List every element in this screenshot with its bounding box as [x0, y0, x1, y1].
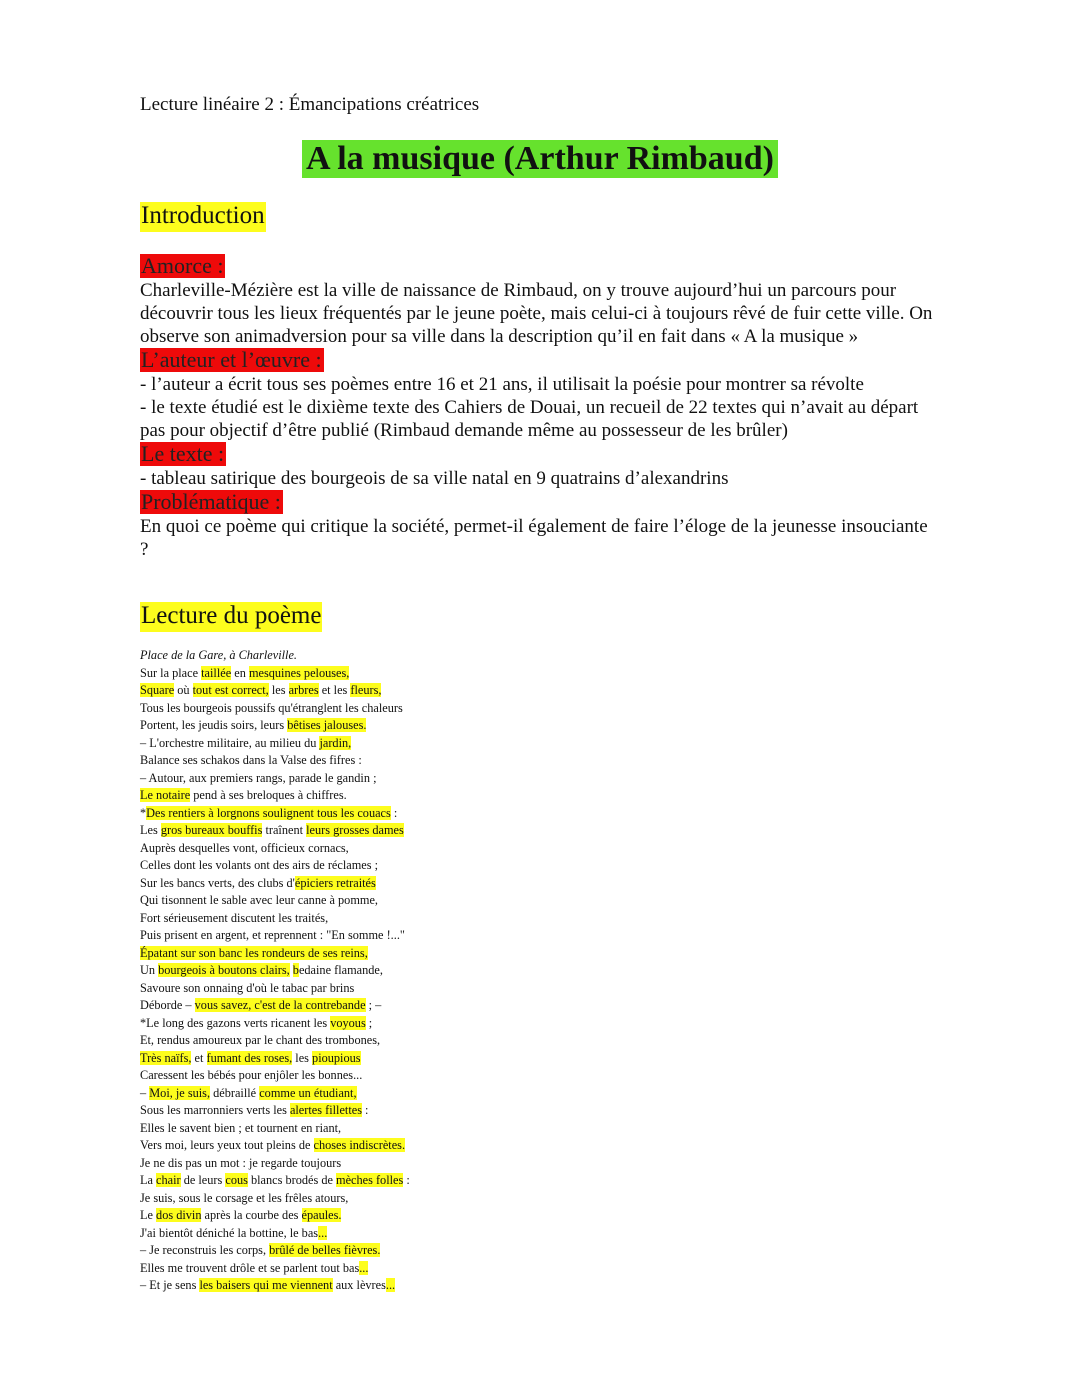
poem-text-segment: ; – — [365, 998, 382, 1012]
highlighted-text: comme un étudiant, — [259, 1085, 357, 1100]
highlighted-text: gros bureaux bouffis — [160, 823, 263, 837]
poem-line — [140, 665, 410, 683]
poem-line — [140, 752, 410, 770]
poem-text-segment: où — [174, 683, 193, 697]
lecture-heading: Lecture du poème — [140, 602, 322, 632]
poem-text-segment: – Autour, aux premiers rangs, parade le gandin ; — [140, 770, 377, 785]
highlighted-text: brûlé de belles fièvres. — [269, 1243, 381, 1257]
poem-text-segment: edaine flamande, — [298, 963, 383, 977]
poem-text-segment: Sous les marronniers verts les — [140, 1103, 290, 1117]
le-texte-line: - tableau satirique des bourgeois de sa ville natal en 9 quatrains d’alexandrins — [140, 468, 729, 489]
poem-text-segment: Celles dont les volants ont des airs de réclames ; — [140, 858, 379, 872]
poem-text-segment: Savoure son onnaing d'où le tabac par brins — [140, 980, 355, 995]
poem-line — [140, 1172, 410, 1190]
highlighted-text: mesquines pelouses, — [248, 665, 350, 680]
highlighted-text: fleurs, — [350, 683, 382, 697]
problematique-text: En quoi ce poème qui critique la société, permet-il également de faire l’éloge de la jeunesse insouciante ? — [140, 516, 928, 560]
poem-line — [140, 1050, 410, 1068]
poem-text — [140, 647, 410, 1295]
highlighted-text: bourgeois à boutons clairs, — [158, 963, 290, 977]
highlighted-text: tout est correct, — [192, 683, 269, 697]
poem-line — [140, 892, 410, 910]
poem-lines — [140, 665, 410, 1295]
poem-text-segment: Tous les bourgeois poussifs qu'étranglent les chaleurs — [140, 700, 403, 715]
poem-text-segment: J'ai bientôt déniché la bottine, le bas — [140, 1225, 319, 1240]
poem-text-segment: et les — [318, 683, 351, 697]
poem-text-segment: Un — [140, 963, 159, 977]
poem-place: Place de la Gare, à Charleville. — [140, 648, 297, 662]
poem-line — [140, 1120, 410, 1138]
highlighted-text: dos divin — [156, 1208, 202, 1222]
document-subtitle: Lecture linéaire 2 : Émancipations créatrices — [140, 94, 480, 115]
highlighted-text: alertes fillettes — [289, 1103, 362, 1117]
highlighted-text: ... — [385, 1278, 396, 1292]
poem-text-segment: Les — [140, 823, 161, 837]
poem-text-segment: Elles le savent bien ; et tournent en riant, — [140, 1120, 342, 1135]
poem-line — [140, 1137, 410, 1155]
highlighted-text: épiciers retraités — [294, 875, 376, 890]
poem-text-segment: Je suis, sous le corsage et les frêles atours, — [140, 1190, 349, 1205]
highlighted-text: ... — [318, 1225, 328, 1240]
poem-text-segment: Le — [140, 1208, 157, 1222]
auteur-line-2: - le texte étudié est le dixième texte des Cahiers de Douai, un recueil de 22 textes qui n’avait au départ pas pour objectif d’être publié (Rimbaud demande même au possesseur de les brûler) — [140, 397, 919, 441]
poem-line — [140, 1085, 410, 1103]
poem-text-segment: traînent — [262, 823, 307, 837]
poem-text-segment: – Et je sens — [140, 1278, 200, 1292]
poem-text-segment: : — [403, 1173, 410, 1187]
poem-line — [140, 1102, 410, 1120]
highlighted-text: jardin, — [319, 735, 352, 750]
highlighted-text: Moi, je suis, — [149, 1085, 211, 1100]
poem-text-segment: en — [231, 665, 249, 680]
poem-text-segment: Balance ses schakos dans la Valse des fifres : — [140, 753, 362, 767]
poem-text-segment: de leurs — [180, 1173, 226, 1187]
poem-title: A la musique (Arthur Rimbaud) — [302, 140, 778, 178]
poem-line — [140, 682, 410, 700]
poem-text-segment: pend à ses breloques à chiffres. — [190, 788, 347, 802]
poem-line — [140, 1260, 410, 1278]
poem-line — [140, 962, 410, 980]
poem-line — [140, 735, 410, 753]
highlighted-text: Le notaire — [140, 788, 191, 802]
amorce-label: Amorce : — [141, 253, 224, 278]
poem-text-segment: Qui tisonnent le sable avec leur canne à pomme, — [140, 893, 378, 907]
le-texte-label: Le texte : — [141, 441, 225, 466]
poem-text-segment: débraillé — [210, 1085, 260, 1100]
poem-line — [140, 1207, 410, 1225]
poem-text-segment: – Je reconstruis les corps, — [140, 1243, 270, 1257]
highlighted-text: bêtises jalouses. — [287, 718, 367, 732]
highlighted-text: voyous — [330, 1015, 366, 1030]
introduction-section — [140, 254, 940, 561]
auteur-line-1: - l’auteur a écrit tous ses poèmes entre 16 et 21 ans, il utilisait la poésie pour montrer sa révolte — [140, 374, 864, 395]
highlighted-text: Très naïfs, — [140, 1050, 192, 1065]
poem-line — [140, 805, 410, 823]
highlighted-text: les baisers qui me viennent — [199, 1278, 333, 1292]
highlighted-text: Square — [140, 683, 175, 697]
introduction-heading: Introduction — [140, 202, 266, 232]
poem-line — [140, 910, 410, 928]
poem-line — [140, 945, 410, 963]
poem-text-segment: Puis prisent en argent, et reprennent : "En somme !..." — [140, 928, 405, 942]
poem-line — [140, 787, 410, 805]
highlighted-text: Épatant sur son banc les rondeurs de ses reins, — [140, 945, 368, 960]
highlighted-text: leurs grosses dames — [306, 823, 404, 837]
poem-text-segment: *Le long des gazons verts ricanent les — [140, 1015, 331, 1030]
poem-text-segment: La — [140, 1173, 157, 1187]
amorce-text: Charleville-Mézière est la ville de naissance de Rimbaud, on y trouve aujourd’hui un parcours pour découvrir tous les lieux fréquentés par le jeune poète, mais celui-ci à toujours rêvé de fuir cette ville. On observe son animadversion pour sa ville dans la description qu’il en fait dans « A la musique » — [140, 280, 933, 347]
poem-text-segment: : — [390, 805, 398, 820]
poem-text-segment: Auprès desquelles vont, officieux cornacs, — [140, 840, 349, 855]
poem-text-segment: – — [140, 1085, 150, 1100]
highlighted-text: chair — [156, 1173, 181, 1187]
poem-line — [140, 997, 410, 1015]
poem-line — [140, 1225, 410, 1243]
poem-line — [140, 927, 410, 945]
highlighted-text: mèches folles — [336, 1173, 404, 1187]
poem-text-segment: blancs brodés de — [247, 1173, 337, 1187]
poem-text-segment: après la courbe des — [201, 1208, 302, 1222]
highlighted-text: b — [292, 963, 299, 977]
poem-text-segment: aux lèvres — [332, 1278, 386, 1292]
poem-text-segment: : — [361, 1103, 369, 1117]
poem-text-segment: Vers moi, leurs yeux tout pleins de — [140, 1138, 314, 1152]
highlighted-text: vous savez, c'est de la contrebande — [194, 998, 366, 1012]
poem-line — [140, 840, 410, 858]
poem-text-segment: ; — [365, 1015, 373, 1030]
highlighted-text: taillée — [201, 665, 232, 680]
poem-text-segment: Fort sérieusement discutent les traités, — [140, 910, 329, 925]
poem-text-segment: les — [268, 683, 289, 697]
auteur-oeuvre-label: L’auteur et l’œuvre : — [141, 347, 322, 372]
poem-text-segment: les — [292, 1050, 313, 1065]
highlighted-text: pioupious — [312, 1050, 361, 1065]
poem-line — [140, 1067, 410, 1085]
highlighted-text: arbres — [288, 683, 319, 697]
poem-text-segment: et — [191, 1050, 207, 1065]
poem-text-segment: Elles me trouvent drôle et se parlent tout bas — [140, 1260, 360, 1275]
poem-text-segment: – L'orchestre militaire, au milieu du — [140, 735, 320, 750]
title-wrapper — [140, 140, 940, 178]
poem-text-segment: Je ne dis pas un mot : je regarde toujours — [140, 1155, 342, 1170]
highlighted-text: fumant des roses, — [206, 1050, 293, 1065]
poem-text-segment: * — [140, 805, 147, 820]
poem-line — [140, 1032, 410, 1050]
poem-line — [140, 1242, 410, 1260]
poem-text-segment: Portent, les jeudis soirs, leurs — [140, 718, 288, 732]
poem-line — [140, 1190, 410, 1208]
poem-line — [140, 980, 410, 998]
poem-text-segment: Sur la place — [140, 665, 202, 680]
poem-line — [140, 822, 410, 840]
highlighted-text: choses indiscrètes. — [313, 1138, 406, 1152]
poem-line — [140, 700, 410, 718]
poem-line — [140, 857, 410, 875]
poem-line — [140, 717, 410, 735]
poem-line — [140, 875, 410, 893]
problematique-label: Problématique : — [141, 489, 281, 514]
poem-line — [140, 1015, 410, 1033]
poem-line — [140, 1155, 410, 1173]
highlighted-text: ... — [359, 1260, 369, 1275]
poem-line — [140, 770, 410, 788]
highlighted-text: cous — [225, 1173, 248, 1187]
highlighted-text: épaules. — [301, 1208, 342, 1222]
poem-text-segment: Caressent les bébés pour enjôler les bonnes... — [140, 1068, 363, 1082]
poem-text-segment: Déborde – — [140, 998, 195, 1012]
poem-line — [140, 1277, 410, 1295]
poem-text-segment: Et, rendus amoureux par le chant des trombones, — [140, 1033, 381, 1047]
poem-text-segment: Sur les bancs verts, des clubs d' — [140, 875, 295, 890]
highlighted-text: Des rentiers à lorgnons soulignent tous les couacs — [146, 805, 391, 820]
